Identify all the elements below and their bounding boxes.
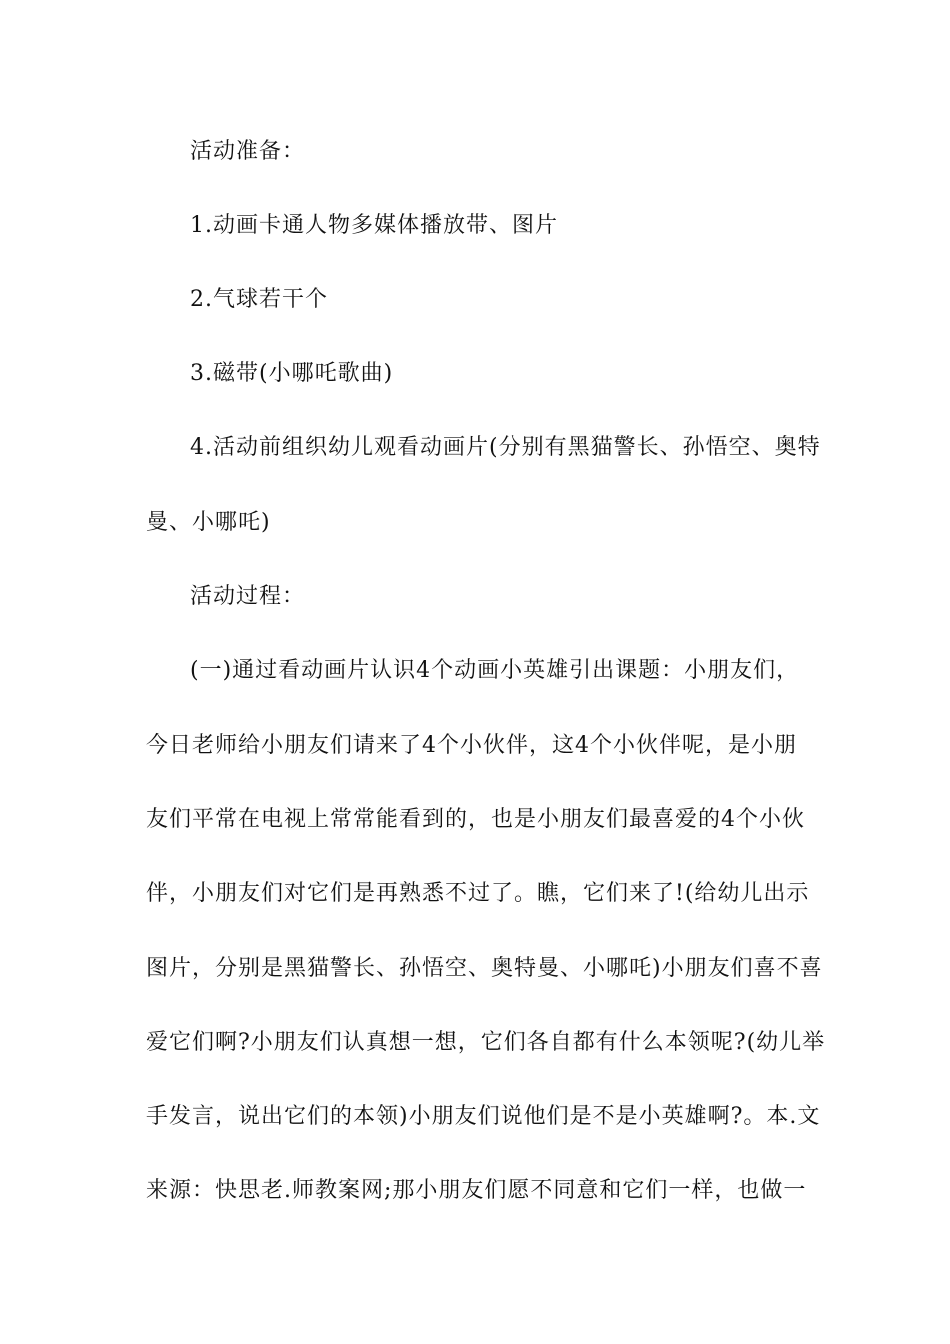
paragraph-line: 伴，小朋友们对它们是再熟悉不过了。瞧，它们来了!(给幼儿出示	[146, 881, 810, 906]
heading-activity-preparation: 活动准备：	[190, 139, 306, 164]
preparation-item-3: 3.磁带(小哪吒歌曲)	[190, 361, 394, 386]
preparation-item-4-continued: 曼、小哪吒)	[146, 510, 271, 535]
paragraph-line: 图片，分别是黑猫警长、孙悟空、奥特曼、小哪吒)小朋友们喜不喜	[146, 956, 823, 981]
preparation-item-1: 1.动画卡通人物多媒体播放带、图片	[190, 213, 558, 238]
paragraph-line: 来源：快思老.师教案网;那小朋友们愿不同意和它们一样，也做一	[146, 1178, 807, 1203]
paragraph-line: 今日老师给小朋友们请来了4个小伙伴，这4个小伙伴呢，是小朋	[146, 733, 797, 758]
preparation-item-2: 2.气球若干个	[190, 287, 328, 312]
preparation-item-4: 4.活动前组织幼儿观看动画片(分别有黑猫警长、孙悟空、奥特	[190, 435, 821, 460]
heading-activity-process: 活动过程：	[190, 584, 306, 609]
paragraph-line: 爱它们啊?小朋友们认真想一想，它们各自都有什么本领呢?(幼儿举	[146, 1030, 826, 1055]
paragraph-line: (一)通过看动画片认识4个动画小英雄引出课题：小朋友们，	[190, 658, 800, 683]
paragraph-line: 友们平常在电视上常常能看到的，也是小朋友们最喜爱的4个小伙	[146, 807, 805, 832]
paragraph-line: 手发言，说出它们的本领)小朋友们说他们是不是小英雄啊?。本.文	[146, 1104, 821, 1129]
